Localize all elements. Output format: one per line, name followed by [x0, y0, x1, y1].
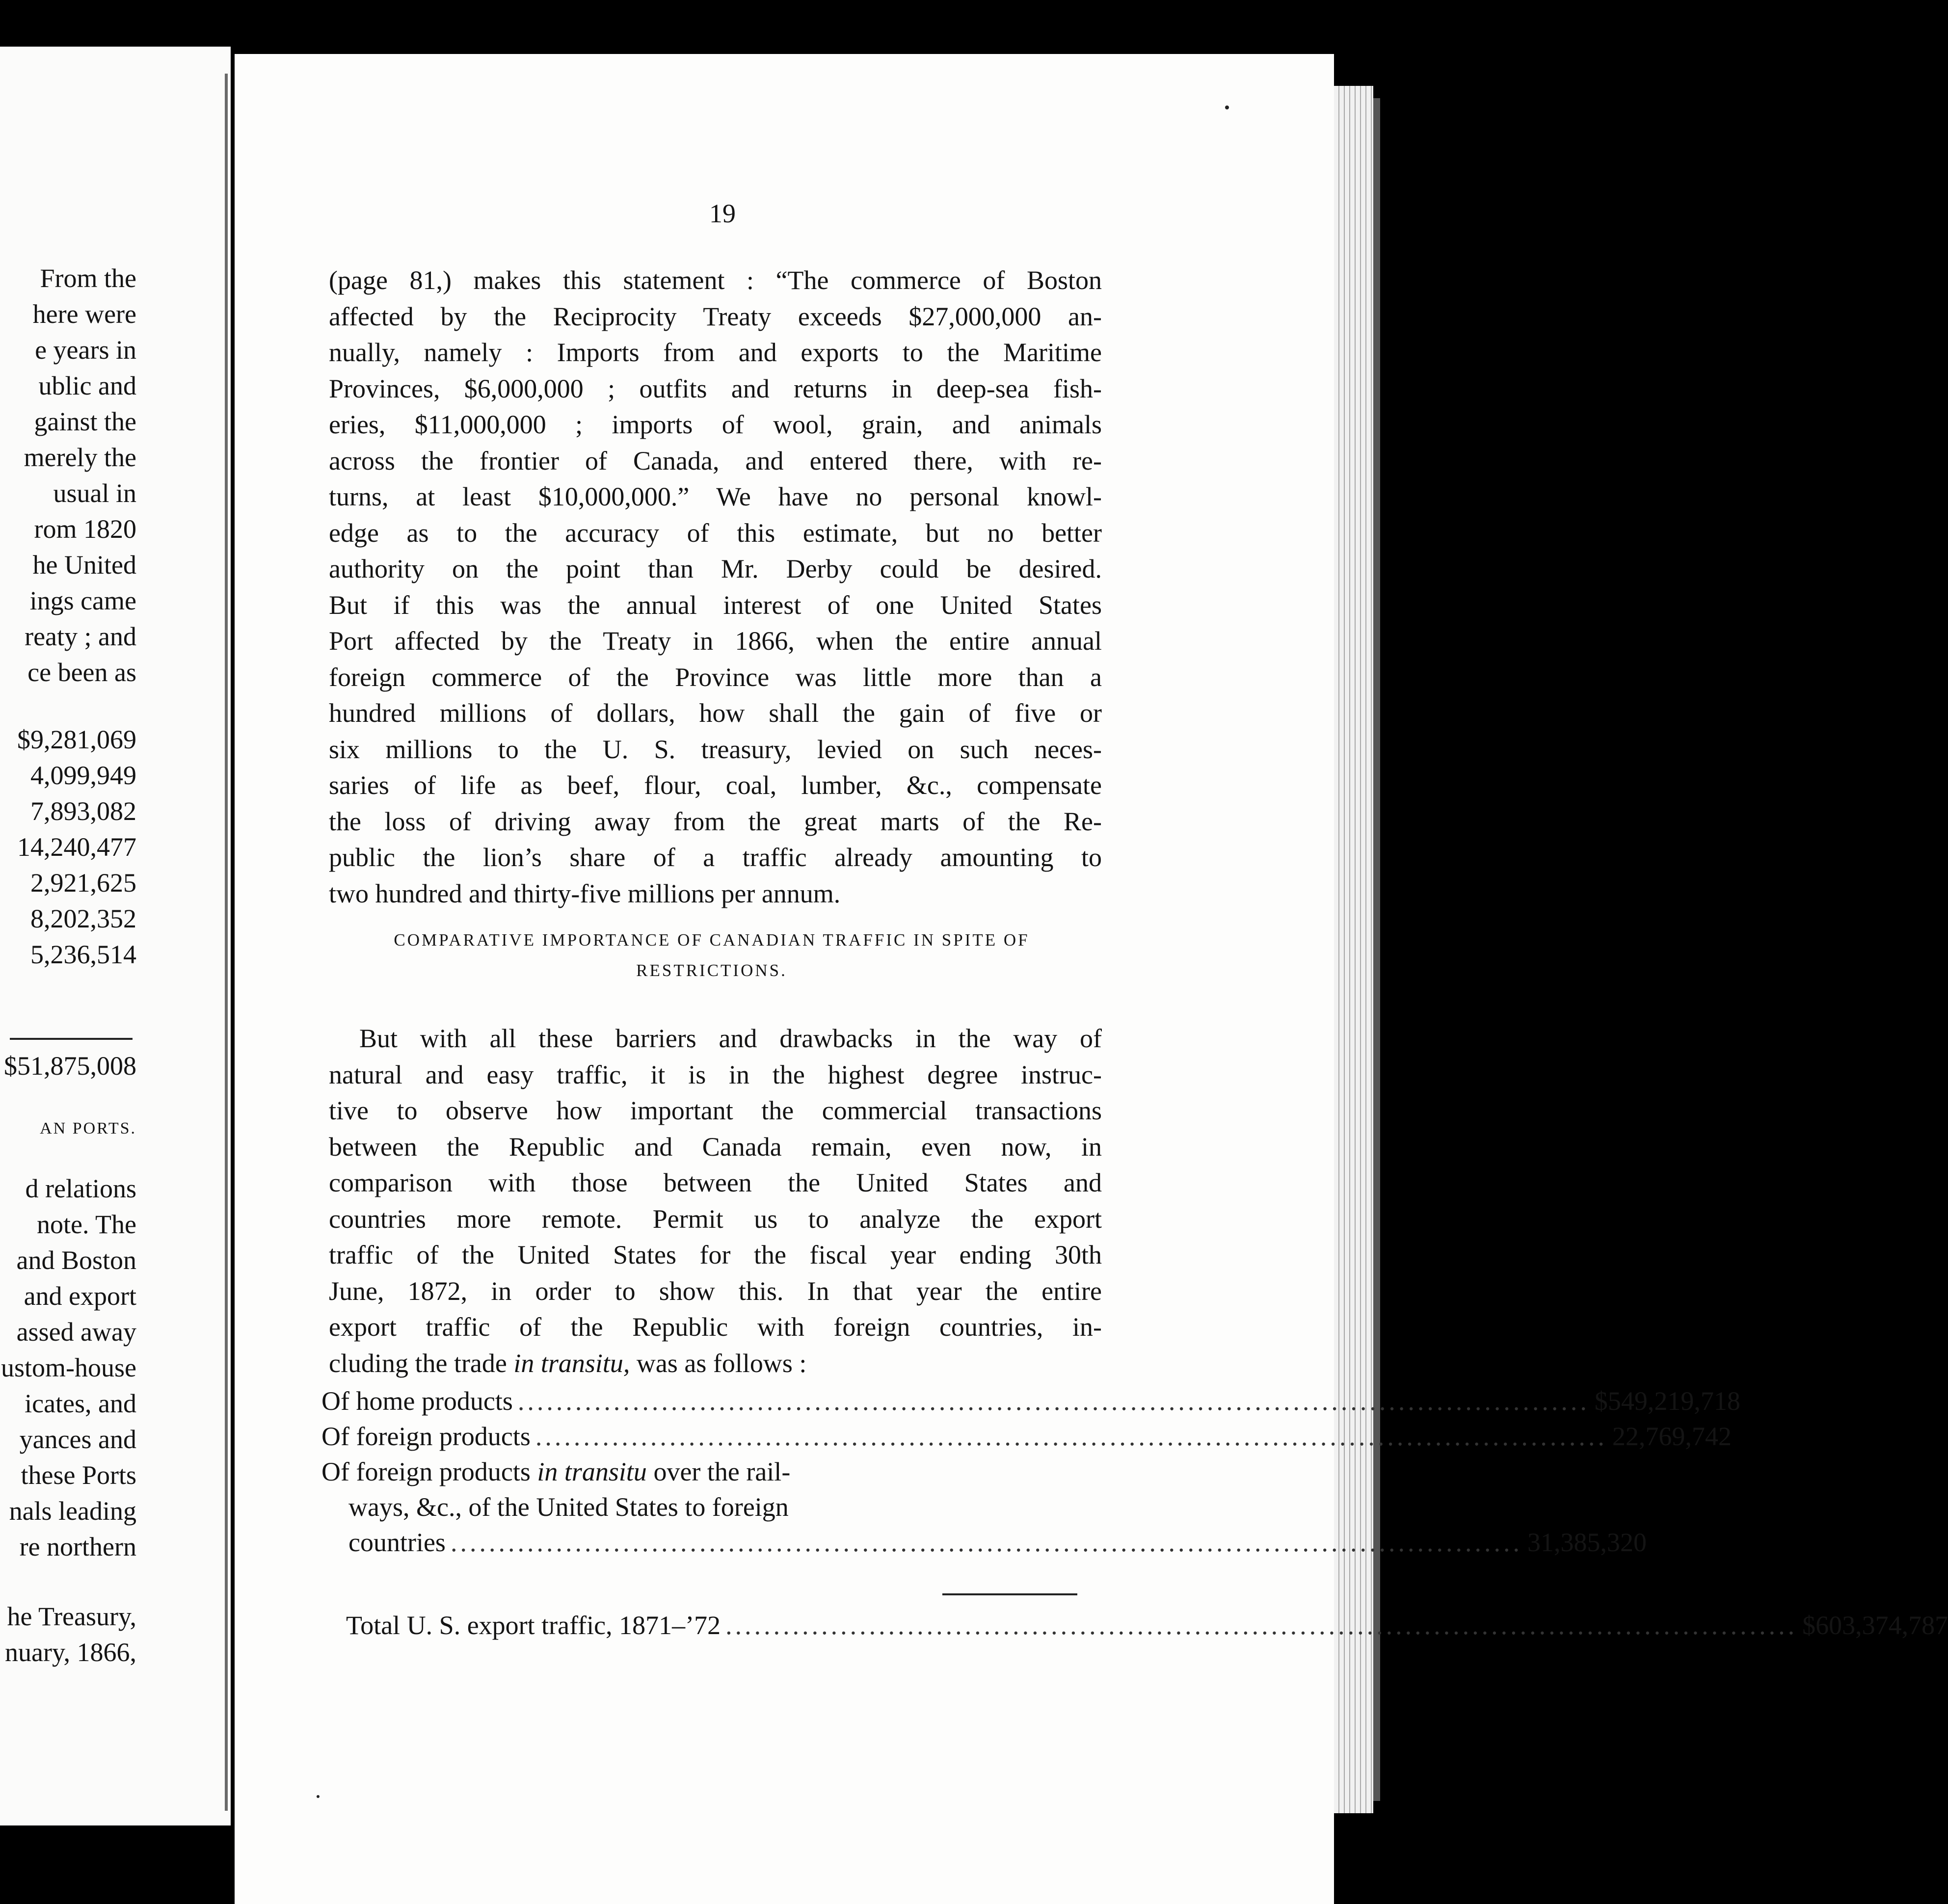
- text-run-italic: in transitu: [537, 1457, 647, 1486]
- left-text-line: nuary, 1866,: [5, 1638, 136, 1667]
- left-text-line: he United: [32, 550, 136, 580]
- leader-dots: ................................................................................................................: [450, 1528, 1522, 1557]
- left-heading: AN PORTS.: [40, 1119, 136, 1137]
- text-line: [329, 1346, 1102, 1382]
- text-line: hundred millions of dollars, how shall the gain of five or: [329, 698, 1102, 728]
- row-value: 22,769,742: [1612, 1422, 1732, 1451]
- left-value: 7,893,082: [30, 796, 136, 826]
- text-line: edge as to the accuracy of this estimate, but no better: [329, 518, 1102, 548]
- text-line: nually, namely : Imports from and exports to the Maritime: [329, 338, 1102, 367]
- left-value: 8,202,352: [30, 904, 136, 933]
- row-label: Of home products: [321, 1386, 513, 1416]
- table-row: [321, 1422, 1732, 1451]
- left-text-line: he Treasury,: [7, 1602, 136, 1631]
- text-line: between the Republic and Canada remain, even now, in: [329, 1132, 1102, 1162]
- left-value: 2,921,625: [30, 868, 136, 898]
- left-text-line: ustom-house: [1, 1353, 136, 1382]
- text-line: comparison with those between the United States and: [329, 1168, 1102, 1197]
- row-label: ways, &c., of the United States to foreign: [348, 1492, 789, 1522]
- left-text-line: and Boston: [16, 1245, 136, 1275]
- left-value: 5,236,514: [30, 940, 136, 969]
- text-line: countries more remote. Permit us to analyze the export: [329, 1204, 1102, 1234]
- left-value: $9,281,069: [17, 725, 136, 754]
- text-line: traffic of the United States for the fiscal year ending 30th: [329, 1240, 1102, 1269]
- text-line: two hundred and thirty-five millions per annum.: [329, 878, 841, 908]
- leader-dots: ................................................................................................................: [517, 1386, 1590, 1416]
- row-label: countries: [348, 1528, 446, 1557]
- text-line: affected by the Reciprocity Treaty exceeds $27,000,000 an-: [329, 301, 1102, 331]
- section-heading: [329, 925, 1094, 986]
- text-line: eries, $11,000,000 ; imports of wool, grain, and animals: [329, 410, 1102, 439]
- left-text-line: e years in: [35, 335, 136, 365]
- text-line: public the lion’s share of a traffic already amounting to: [329, 843, 1102, 872]
- table-row: [348, 1528, 1647, 1557]
- section-heading-line: COMPARATIVE IMPORTANCE OF CANADIAN TRAFFIC IN SPITE OF: [394, 930, 1030, 950]
- text-line: authority on the point than Mr. Derby could be desired.: [329, 554, 1102, 583]
- left-facing-page: [0, 47, 231, 1825]
- left-text-line: merely the: [24, 443, 136, 472]
- sum-rule: [942, 1593, 1077, 1595]
- left-text-line: yances and: [19, 1425, 136, 1454]
- text-line: natural and easy traffic, it is in the highest degree instruc-: [329, 1059, 1102, 1089]
- left-text-line: and export: [24, 1281, 136, 1311]
- text-line: June, 1872, in order to show this. In that year the entire: [329, 1276, 1102, 1306]
- left-text-line: icates, and: [25, 1389, 136, 1418]
- left-text-line: ings came: [29, 586, 136, 615]
- total-value: $603,374,787: [1802, 1611, 1948, 1640]
- left-text-line: gainst the: [34, 407, 136, 436]
- text-run: cluding the trade: [329, 1348, 514, 1378]
- row-label: Of foreign products: [321, 1422, 531, 1451]
- section-heading-line: RESTRICTIONS.: [636, 961, 787, 980]
- left-text-line: reaty ; and: [25, 622, 136, 651]
- page-number: 19: [709, 199, 736, 228]
- left-sum-rule: [10, 1038, 133, 1040]
- text-line: (page 81,) makes this statement : “The commerce of Boston: [329, 265, 1102, 295]
- text-line: foreign commerce of the Province was little more than a: [329, 662, 1102, 692]
- text-run: was as follows :: [630, 1348, 807, 1378]
- left-text-line: rom 1820: [34, 514, 136, 544]
- print-speck: [317, 1795, 320, 1798]
- table-row-continuation: [348, 1494, 1082, 1520]
- book-gutter: [225, 74, 228, 1811]
- total-label: Total U. S. export traffic, 1871–’72: [346, 1611, 721, 1640]
- leader-dots: ................................................................................................................: [725, 1611, 1798, 1640]
- text-line: But if this was the annual interest of one United States: [329, 590, 1102, 620]
- table-row: [321, 1386, 1740, 1416]
- text-run: over the rail-: [646, 1457, 791, 1486]
- left-text-line: From the: [40, 264, 136, 293]
- left-text-line: ublic and: [38, 371, 136, 400]
- left-text-line: note. The: [37, 1210, 136, 1239]
- text-line: turns, at least $10,000,000.” We have no personal knowl-: [329, 482, 1102, 511]
- left-text-line: re northern: [19, 1532, 136, 1561]
- table-total-row: [346, 1611, 1948, 1640]
- text-line: tive to observe how important the commercial transactions: [329, 1096, 1102, 1125]
- left-text-line: here were: [32, 299, 136, 329]
- left-value: 4,099,949: [30, 761, 136, 790]
- text-line: saries of life as beef, flour, coal, lumber, &c., compensate: [329, 770, 1102, 800]
- left-text-line: these Ports: [21, 1460, 136, 1490]
- text-run: Of foreign products: [321, 1457, 537, 1486]
- text-line: the loss of driving away from the great marts of the Re-: [329, 806, 1102, 836]
- left-text-line: nals leading: [9, 1496, 136, 1526]
- row-value: $549,219,718: [1594, 1386, 1740, 1416]
- left-total: $51,875,008: [4, 1051, 136, 1081]
- table-row: [321, 1458, 1082, 1485]
- text-line: across the frontier of Canada, and entered there, with re-: [329, 446, 1102, 476]
- left-value: 14,240,477: [17, 832, 136, 862]
- leader-dots: ................................................................................................................: [535, 1422, 1607, 1451]
- paragraph-continuation: [329, 263, 1102, 912]
- print-speck: [1225, 106, 1229, 109]
- left-text-line: usual in: [53, 478, 136, 508]
- text-line: six millions to the U. S. treasury, levied on such neces-: [329, 734, 1102, 764]
- text-run-italic: in transitu,: [513, 1348, 630, 1378]
- left-text-line: assed away: [16, 1317, 136, 1347]
- text-line: Provinces, $6,000,000 ; outfits and returns in deep-sea fish-: [329, 373, 1102, 403]
- left-text-line: d relations: [25, 1174, 136, 1203]
- text-line: Port affected by the Treaty in 1866, when the entire annual: [329, 626, 1102, 656]
- row-value: 31,385,320: [1527, 1528, 1647, 1557]
- left-text-line: ce been as: [27, 658, 136, 687]
- text-line: export traffic of the Republic with foreign countries, in-: [329, 1312, 1102, 1342]
- paragraph-comparison: [329, 1021, 1102, 1381]
- text-line: But with all these barriers and drawbacks in the way of: [359, 1024, 1102, 1053]
- row-label: [321, 1458, 790, 1485]
